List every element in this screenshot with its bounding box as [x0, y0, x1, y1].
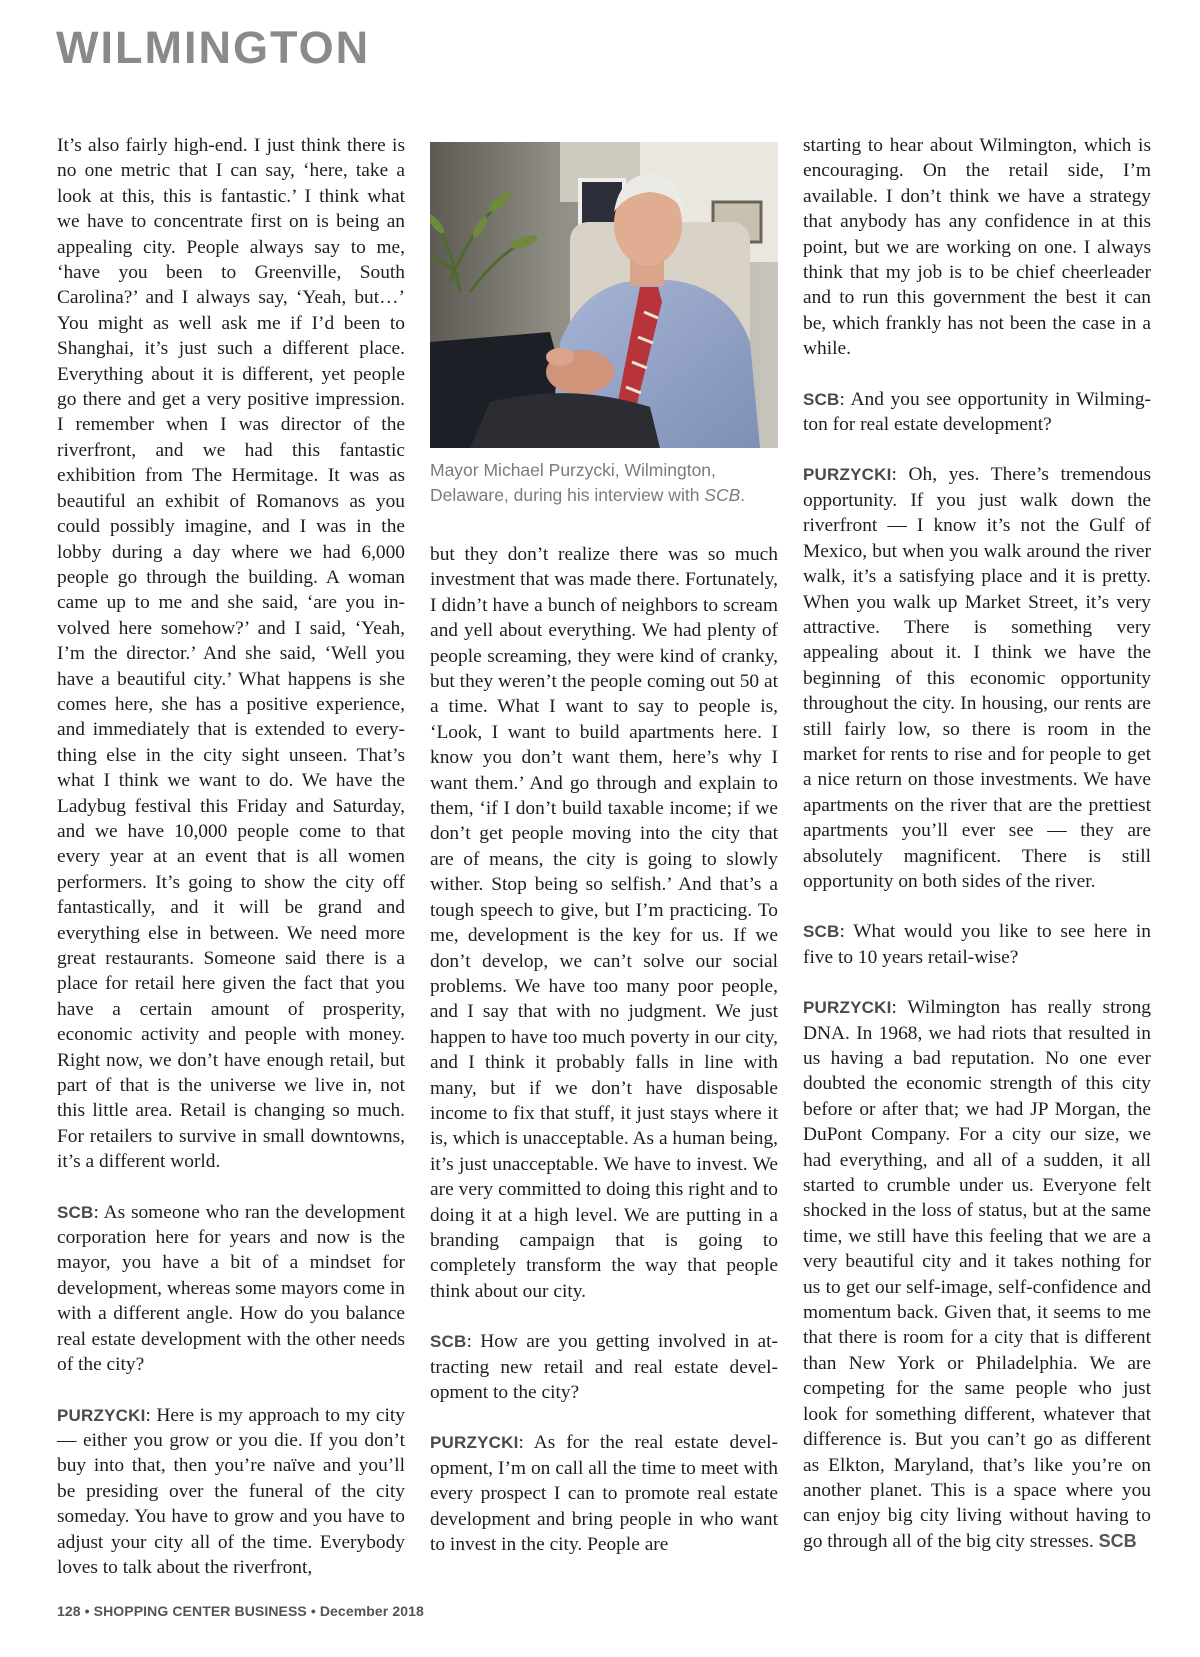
answer-paragraph	[57, 1403, 405, 1581]
mayor-photo	[430, 142, 778, 448]
body-paragraph: It’s also fairly high-end. I just think there is no one metric that I can say, ‘here, take a look at this, this is fantastic.’ I think what we have to concentrate first on is being an appealing city. People always say to me, ‘have you been to Greenville, South Carolina?’ and I always say, ‘Yeah, but…’ You might as well ask me if I’d been to Shanghai, it’s just such a different place. Everything about it is different, yet people go there and get a very positive impression. I remember when I was director of the riverfront, and we had this fantastic exhibition from The Hermitage. It was as beautiful an exhibit of Romanovs as you could possibly imagine, and I was in the lobby during a day where we had 6,000 people go through the building. A woman came up to me and she said, ‘are you involved here somehow?’ and I said, ‘Yeah, I’m the director.’ And she said, ‘Well you have a beautiful city.’ What happens is she comes here, she has a positive experience, and immediately that is extended to everything else in the city sight unseen. That’s what I think we want to do. We have the Ladybug festival this Friday and Saturday, and we have 10,000 people come to that every year at an event that is all women performers. It’s going to show the city off fantastically, and it will be grand and everything else in between. We need more great restaurants. Someone said there is a place for retail here given the fact that you have a certain amount of prosperity, economic activity and people with money. Right now, we don’t have enough retail, but part of that is the universe we live in, not this little area. Retail is changing so much. For retailers to survive in small downtowns, it’s a different world.	[57, 135, 405, 1173]
speaker-separator: :	[891, 464, 909, 486]
answer-text: Wilmington has really strong DNA. In 1968, we had riots that resulted in us having a bad reputation. No one ever doubted the economic strength of this city before or after that; we had JP Morgan, the DuPont Company. For a city our size, we had everything, and all of a sudden, it all started to crumble under us. Everyone felt shocked in the loss of status, but at the same time, we still have this feeling that we are a very beautiful city and it takes nothing for us to get our self-image, self-confidence and momentum back. Given that, it seems to me that there is room for a city that is different than New York or Philadelphia. We are competing for the same people who just look for something different, whatever that difference is. But you can’t go as different as Elkton, Maryland, that’s like you’re on another planet. This is a space where you can enjoy big city living without having to go through all of the big city stresses.	[803, 997, 1152, 1552]
page-footer: 128 • SHOPPING CENTER BUSINESS • December 2018	[57, 1603, 424, 1619]
speaker-label-scb: SCB	[57, 1202, 94, 1222]
answer-text: As for the real estate development, I’m on call all the time to meet with every prospect I can to promote real estate development and bring people in who want to invest in the city. People are	[430, 1432, 778, 1556]
speaker-label-scb: SCB	[803, 389, 840, 409]
answer-paragraph	[430, 1430, 778, 1557]
question-text: And you see opportunity in Wilmington for real estate development?	[803, 388, 1151, 436]
answer-paragraph	[803, 995, 1151, 1554]
question-paragraph	[430, 1329, 778, 1405]
article-column-2	[430, 542, 778, 1582]
caption-text: Mayor Michael Purzycki, Wilmington, Delaware, during his interview with	[430, 460, 716, 505]
question-paragraph	[803, 387, 1151, 438]
answer-text: Oh, yes. There’s tremendous opportunity. If you just walk down the riverfront — I know it’s not the Gulf of Mexico, but when you walk around the river walk, it’s a satisfying place and it is pretty. When you walk up Market Street, it’s very attractive. There is something very appealing about it. I think we have the beginning of this economic opportunity throughout the city. In housing, our rents are still fairly low, so there is room in the market for rents to rise and for people to get a nice return on those investments. We have apartments on the river that are the prettiest apartments you’ll ever see — they are absolutely magnificent. There is still opportunity on both sides of the river.	[803, 464, 1151, 892]
photo-caption	[430, 458, 790, 508]
answer-text: Here is my approach to my city — either you grow or you die. If you don’t buy into that, then you’re naïve and you’ll be presiding over the funeral of the city someday. You have to grow and you have to adjust your city all of the time. Everybody loves to talk about the riverfront,	[57, 1404, 405, 1578]
speaker-separator: :	[466, 1331, 481, 1353]
section-title: WILMINGTON	[56, 22, 371, 73]
question-paragraph	[803, 919, 1151, 970]
speaker-label-purzycki: PURZYCKI	[803, 998, 892, 1018]
speaker-label-purzycki: PURZYCKI	[430, 1433, 519, 1453]
article-column-3	[803, 133, 1151, 1579]
end-mark: SCB	[1098, 1530, 1137, 1551]
question-text: How are you getting involved in attracting new retail and real estate development to the city?	[430, 1331, 778, 1403]
caption-period: .	[740, 485, 746, 505]
speaker-label-scb: SCB	[430, 1332, 467, 1352]
article-column-1	[57, 133, 405, 1605]
speaker-separator: :	[93, 1201, 104, 1223]
speaker-separator: :	[518, 1432, 534, 1454]
speaker-separator: :	[839, 388, 851, 410]
caption-publication: SCB	[704, 485, 741, 505]
speaker-label-purzycki: PURZYCKI	[57, 1405, 146, 1425]
question-paragraph	[57, 1200, 405, 1378]
speaker-label-purzycki: PURZYCKI	[803, 465, 892, 485]
answer-paragraph	[803, 462, 1151, 894]
speaker-separator: :	[839, 921, 854, 943]
speaker-separator: :	[145, 1404, 157, 1426]
body-paragraph: starting to hear about Wilmington, which is encouraging. On the retail side, I’m available. I don’t think we have a strategy that anybody has any confidence in at this point, but we are working on one. I always think that my job is to be chief cheerleader and to run this government the best it can be, which frankly has not been the case in a while.	[803, 135, 1151, 360]
speaker-label-scb: SCB	[803, 922, 840, 942]
speaker-separator: :	[891, 997, 908, 1019]
question-text: What would you like to see here in five to 10 years retail-wise?	[803, 921, 1151, 968]
question-text: As someone who ran the development corporation here for years and now is the mayor, you have a bit of a mindset for development, whereas some mayors come in with a different angle. How do you balance real estate development with the other needs of the city?	[57, 1201, 405, 1376]
body-paragraph: but they don’t realize there was so much investment that was made there. Fortunately, I didn’t have a bunch of neighbors to scream and yell about everything. We had plenty of people screaming, they were kind of cranky, but they weren’t the people coming out 50 at a time. What I want to say to people is, ‘Look, I want to build apartments here. I know you don’t want them, here’s why I want them.’ And go through and explain to them, ‘if I don’t build taxable income; if we don’t get people moving into the city that are of means, the city is going to slowly wither. Stop being so selfish.’ And that’s a tough speech to give, but I’m practicing. To me, development is the key for us. If we don’t develop, we can’t solve our social problems. We have too many poor people, and I say that with no judgment. We just happen to have too much poverty in our city, and I think it probably falls in line with many, but if we don’t have disposable income to fix that stuff, it just stays where it is, which is unacceptable. As a human being, it’s just unacceptable. We have to invest. We are very committed to doing this right and to doing it at a high level. We are putting in a branding campaign that is going to completely transform the way that people think about our city.	[430, 544, 778, 1302]
